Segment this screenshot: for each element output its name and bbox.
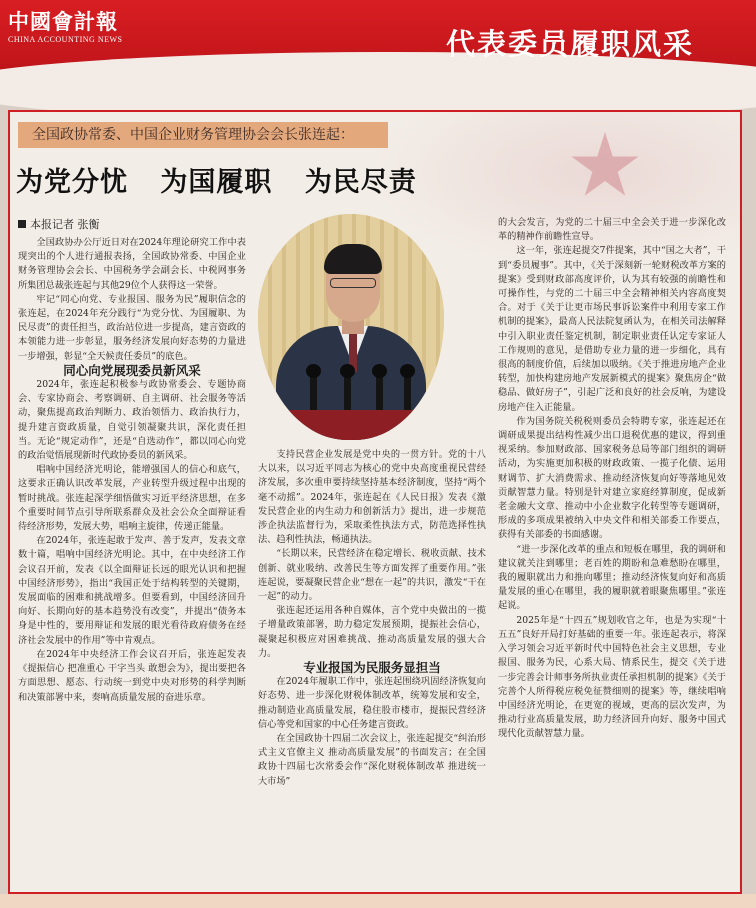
paragraph: 牢记“同心向党、专业报国、服务为民”履职信念的张连起，在2024年充分践行“为党分忧、为国履职、为民尽责”的责任担当，政治站位进一步提高，建言资政的本领能力进一步彰显，服务经济发展向好态势的力量进一步增强，彰显“全天候责任委员”的底色。 — [18, 293, 246, 362]
text-column-3 — [498, 216, 726, 742]
byline — [18, 216, 100, 232]
headline-part-2: 为国履职 — [160, 167, 273, 198]
paragraph: 在2024年履职工作中，张连起围绕巩固经济恢复向好态势、进一步深化财税体制改革，统筹发展和安全，推动制造业高质量发展，稳住股市楼市，提振民营经济信心等党和国家的中心任务建言资政。 — [258, 676, 486, 730]
masthead-english: CHINA ACCOUNTING NEWS — [8, 35, 123, 44]
microphone-icon — [344, 374, 351, 414]
paragraph: 这一年，张连起提交7件提案，其中“国之大者”，干到“委员履事”。其中，《关于深刻新一轮财税改革方案的提案》受到财政部高度评价，认为其有较强的前瞻性和可操作性，与党的二十届三中全会精神相关内容高度契合。对于《关于让更市场民事诉讼案件中利用专家工作机制的提案》，最高人民法院复函认为，在相关司法解释中引入职业责任鉴定机制，制定职业责任认定专家证人工作规则的意见，是借助专业力量的进一步细化，具有很高的制度价值，后续加以吸纳。《关于推进房地产企业转型，加快构建房地产发展新模式的提案》聚焦房企“做稳品、做好房子”，引起广泛和良好的社会反响，为建设房地产住入正能量。 — [498, 245, 726, 413]
portrait-glasses — [330, 278, 376, 288]
headline-part-1: 为党分忧 — [16, 167, 128, 198]
bottom-strip — [0, 894, 756, 908]
paragraph: 在全国政协十四届二次会议上，张连起提交“纠治形式主义官僚主义 推动高质量发展”的书面发言；在全国政协十四届七次常委会作“深化财税体制改革 推进统一大市场” — [258, 733, 486, 787]
article-box — [8, 110, 742, 894]
byline-square-icon — [18, 220, 26, 228]
section-subhead: 专业报国为民服务显担当 — [303, 660, 441, 676]
paragraph: 张连起还运用各种自媒体，言个党中央做出的一揽子增量政策部署，助力稳定发展预期，提振社会信心，凝聚起积极应对困难挑战、推动高质量发展的强大合力。 — [258, 605, 486, 659]
portrait-hair — [324, 244, 382, 274]
paragraph: 全国政协办公厅近日对在2024年理论研究工作中表现突出的个人进行通报表扬，全国政协常委、中国企业财务管理协会会长、中国税务学会副会长、中税网事务所集团总裁张连起与其他29位个人获得这一荣誉。 — [18, 237, 246, 291]
paragraph: 2025年是“十四五”规划收官之年，也是为实现“十五五”良好开局打好基础的重要一年。张连起表示，将深入学习领会习近平新时代中国特色社会主义思想，专业报国、服务为民，心系大局、情系民生，提交《关于进一步完善会计师事务所执业责任承担机制的提案》《关于完善个人所得税应税免征赞细则的提案》等，继续唱响中国经济光明论，在更宽的视域，更高的层次发声，为推动行业高质量发展，助力经济回升向好、服务中国式现代化贡献智慧力量。 — [498, 614, 726, 740]
headline — [16, 160, 439, 199]
headline-part-3: 为民尽责 — [304, 167, 417, 198]
paragraph: 在2024年，张连起敢于发声、善于发声，发表文章数十篇，唱响中国经济光明论。其中，在中央经济工作会议召开前，发表《以全面辩证长远的眼光认识和把握中国经济形势》，指出“我国正处于结构转型的关键期，发展面临的困难和挑战增多。但要看到，中国经济回升向好、长期向好的基本趋势没有改变”，并提出“债务本身是中性的，要用辩证和发展的眼光看待政府债务在经济社会发展中的作用”等中肯观点。 — [18, 535, 246, 646]
masthead-chinese: 中國會計報 — [8, 9, 118, 34]
byline-text: 本报记者 张衡 — [30, 218, 100, 231]
paragraph: 唱响中国经济光明论，能增强国人的信心和底气，这要求正确认识改革发展，产业转型升级过程中出现的暂时挑战。张连起深学细悟做实习近平经济思想，在多个重要时间节点引导所联系群众及社会公众全面辩证看待经济形势，发展大势，唱响主旋律，传递正能量。 — [18, 464, 246, 533]
paragraph: 的大会发言，为党的二十届三中全会关于进一步深化改革的精神作前瞻性宣导。 — [498, 217, 726, 243]
column-title: 代表委员履职风采 — [445, 27, 694, 61]
paragraph: 支持民营企业发展是党中央的一贯方针。党的十八大以来，以习近平同志为核心的党中央高度重视民营经济发展，多次重申要持续坚持基本经济制度，坚持“两个毫不动摇”。2024年，张连起在《人民日报》发表《激发民营企业的内生动力和创新活力》提出，进一步规范涉企执法监督行为，采取柔性执法方式，防范选择性执法、趋利性执法，畅通执法。 — [258, 449, 486, 546]
paragraph: 作为国务院关税税则委员会特聘专家，张连起还在调研成果提出结构性减少出口退税优惠的建议，得到重视采纳。参加财政部、国家税务总局等部门组织的调研活动，为实施更加积极的财政政策、一揽子化债、运用财调节、扩大消费需求、推动经济恢复向好等落地见效贡献智慧力量。特别是针对建立家庭经算制度，促成新老金融大文章、推动中小企业数字化转型等专题调研，形成的多项成果被纳入中央文件和相关部委工作要点，获得有关部委的书面感谢。 — [498, 415, 726, 541]
kicker-bar — [18, 122, 388, 148]
kicker-text: 全国政协常委、中国企业财务管理协会会长张连起： — [32, 127, 354, 143]
microphone-icon — [376, 374, 383, 414]
paragraph: “长期以来，民营经济在稳定增长、税收贡献、技术创新、就业吸纳、改善民生等方面发挥了重要作用。”张连起说，要凝聚民营企业“想在一起”的共识，激发“干在一起”的动力。 — [258, 548, 486, 603]
portrait-desk — [258, 410, 444, 440]
speaker-portrait — [258, 214, 444, 440]
masthead — [8, 10, 123, 44]
section-subhead: 同心向党展现委员新风采 — [63, 362, 201, 378]
header-band — [0, 0, 756, 88]
paragraph: 在2024年中央经济工作会议召开后，张连起发表《提振信心 把准重心 干字当头 敢想会为》，提出要把各方面思想、愿态、行动统一到党中央对形势的科学判断和决策部署中来，奏响高质量发展的奋进乐章。 — [18, 648, 246, 703]
paragraph: “进一步深化改革的重点和短板在哪里，我的调研和建议就关注到哪里；老百姓的期盼和急难愁盼在哪里，我的履职就出力和推向哪里；推动经济恢复向好和高质量发展的重心在哪里，我的履职就着眼聚焦哪里。”张连起说。 — [498, 543, 726, 612]
paragraph: 2024年，张连起积极参与政协常委会、专题协商会、专家协商会、考察调研、自主调研、社会服务等活动，聚焦提高政治判断力、政治领悟力、政治执行力，提升建言资政质量，自觉引领凝聚共识，深化责任担当。无论“规定动作”，还是“自选动作”，都以同心向党的政治觉悟展现新时代政协委员的新风采。 — [18, 379, 246, 462]
text-column-1 — [18, 236, 246, 705]
microphone-icon — [404, 374, 411, 414]
text-column-2 — [258, 448, 486, 789]
microphone-icon — [310, 374, 317, 414]
